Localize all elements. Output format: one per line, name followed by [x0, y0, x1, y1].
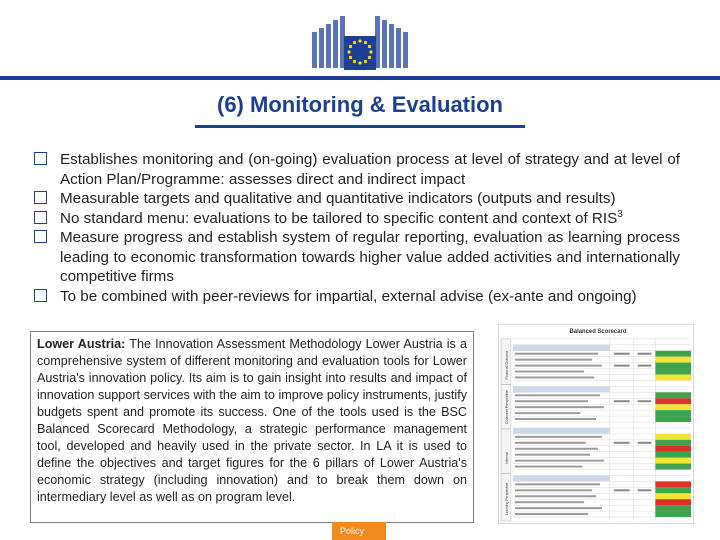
scorecard-side-label: Learning Perspective: [504, 482, 509, 516]
scorecard-title: Balanced Scorecard: [569, 328, 627, 335]
bullet-item: [34, 287, 680, 307]
header-band: [0, 0, 720, 80]
checkbox-bullet-icon: [34, 230, 47, 243]
bullet-item: [34, 150, 680, 189]
bullet-text: No standard menu: evaluations to be tailored to specific content and context of RIS: [60, 209, 618, 227]
checkbox-bullet-icon: [34, 211, 47, 224]
scorecard-side-label: Financial Outcome: [504, 350, 509, 380]
bullet-item: [34, 209, 680, 229]
bullet-item: [34, 228, 680, 287]
bullet-item: [34, 189, 680, 209]
bullet-text: Measure progress and establish system of regular reporting, evaluation as learning process leading to economic transformation towards higher value added activities and internationally competitive firms: [60, 229, 680, 285]
header-blue-bar: [0, 76, 720, 80]
example-heading: Lower Austria:: [37, 337, 126, 351]
bullet-text: To be combined with peer-reviews for impartial, external advise (ex-ante and ongoing): [60, 287, 637, 305]
bullet-list: [34, 150, 680, 306]
bullet-text: Measurable targets and qualitative and quantitative indicators (outputs and results): [60, 190, 616, 207]
scorecard-side-label: Customer Perspective: [504, 390, 509, 424]
bullet-text: Establishes monitoring and (on-going) evaluation process at level of strategy and at level of Action Plan/Programme: assesses direct and indirect impact: [60, 151, 680, 188]
balanced-scorecard-image: [498, 324, 694, 524]
example-body: The Innovation Assessment Methodology Lower Austria is a comprehensive system of different monitoring and evaluation tools for Lower Austria's innovation policy. Its aim is to gain insight into results and impact of innovation support services with the aim to improve policy instruments, justify budgets spent and promote its success. One of the tools used is the BSC Balanced Scorecard Methodology, a strategic performance management tool, developed and heavily used in the private sector. In LA it is used to define the objectives and target figures for the 6 pillars of Lower Austria's economic strategy (including innovation) and to break them down on intermediary level as well as on program level.: [37, 337, 468, 504]
footnote-marker: 3: [617, 208, 623, 220]
checkbox-bullet-icon: [34, 152, 47, 165]
checkbox-bullet-icon: [34, 289, 47, 302]
title-underline: [195, 125, 525, 128]
lower-austria-example-box: [30, 331, 474, 523]
policy-tab: Policy: [332, 522, 386, 540]
scorecard-side-label: Internal: [504, 452, 509, 464]
checkbox-bullet-icon: [34, 191, 47, 204]
european-commission-logo: [308, 6, 412, 78]
page-title: (6) Monitoring & Evaluation: [217, 92, 503, 117]
